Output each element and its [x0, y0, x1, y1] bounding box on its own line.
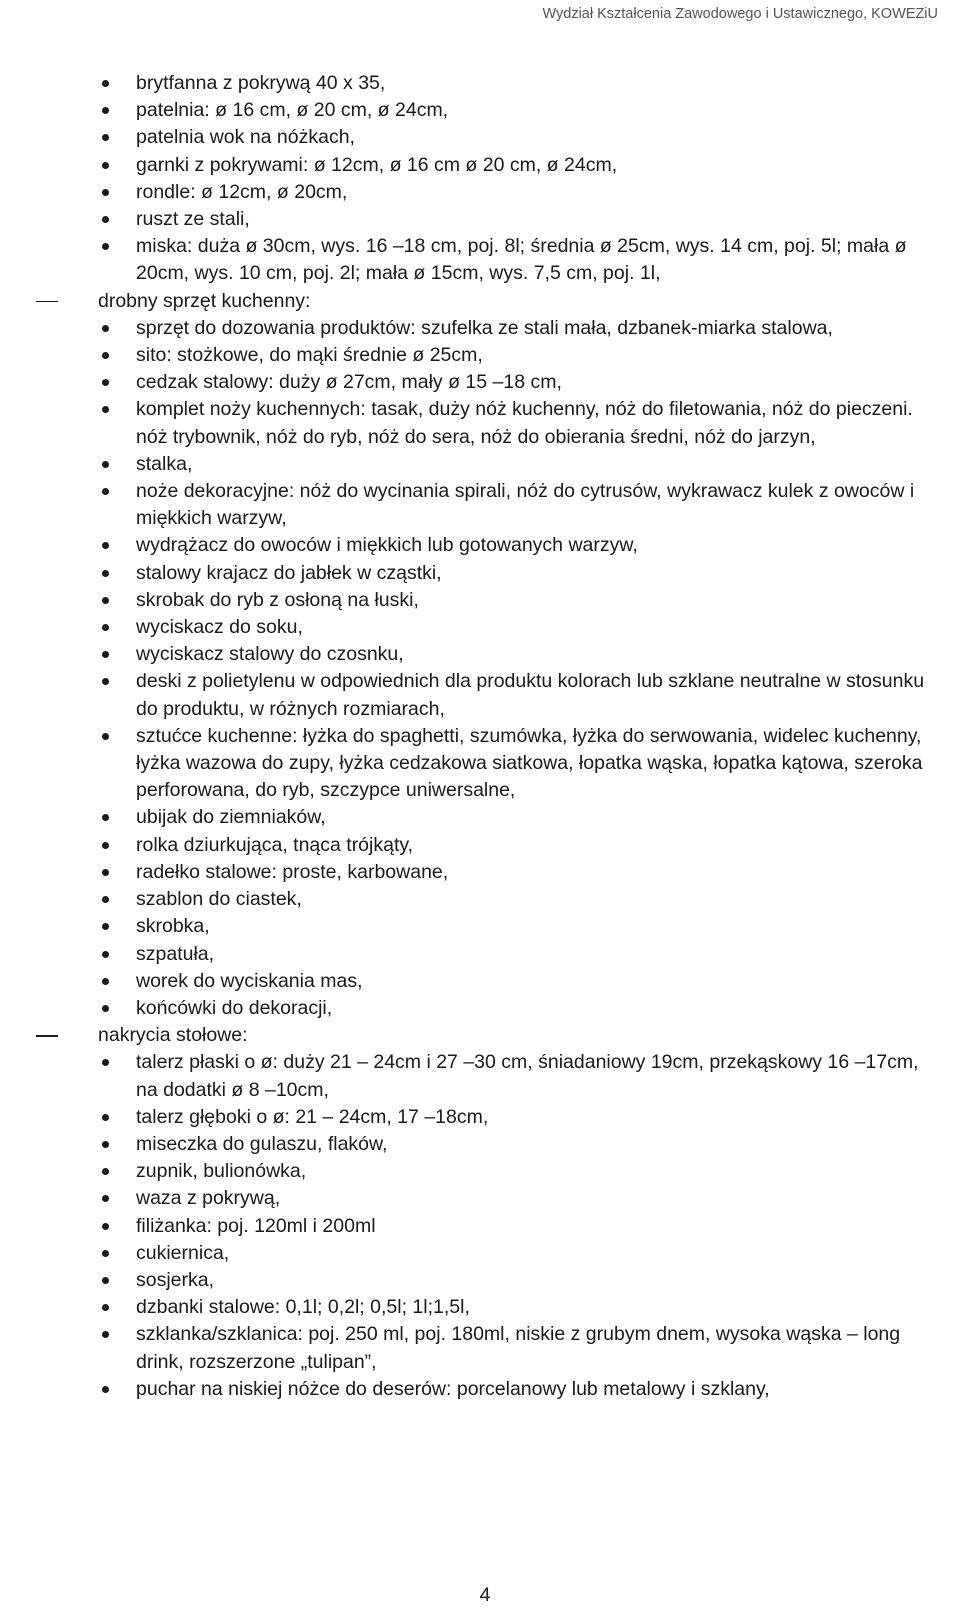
bullet-icon — [102, 842, 109, 849]
list-item-text: sztućce kuchenne: łyżka do spaghetti, szumówka, łyżka do serwowania, widelec kuchenny, łyżka wazowa do zupy, łyżka cedzakowa siatkowa, łopatka wąska, łopatka kątowa, szeroka perforowana, do ryb, szczypce uniwersalne, — [136, 724, 923, 802]
list-item — [0, 832, 960, 859]
bullet-icon — [102, 896, 109, 903]
section-heading — [0, 1022, 960, 1049]
list-item — [0, 995, 960, 1022]
bullet-icon — [102, 733, 109, 740]
list-item-text: cukiernica, — [136, 1241, 230, 1264]
list-item-text: sprzęt do dozowania produktów: szufelka ze stali mała, dzbanek-miarka stalowa, — [136, 316, 833, 339]
list-item-text: brytfanna z pokrywą 40 x 35, — [136, 72, 386, 94]
list-item-text: zupnik, bulionówka, — [136, 1160, 307, 1183]
list-item — [0, 723, 960, 805]
list-item-text: stalowy krajacz do jabłek w cząstki, — [136, 561, 442, 584]
list-item — [0, 70, 960, 97]
list-item-text: szablon do ciastek, — [136, 888, 302, 911]
bullet-icon — [102, 923, 109, 930]
bullet-icon — [102, 1168, 109, 1175]
list-item — [0, 532, 960, 559]
bullet-icon — [102, 488, 109, 495]
list-item-text: rondle: ø 12cm, ø 20cm, — [136, 180, 348, 203]
bullet-icon — [102, 189, 109, 196]
list-item — [0, 1376, 960, 1403]
list-item — [0, 1131, 960, 1158]
list-item — [0, 1321, 960, 1375]
list-item-text: talerz głęboki o ø: 21 – 24cm, 17 –18cm, — [136, 1105, 489, 1128]
list-item — [0, 1294, 960, 1321]
list-item-text: miska: duża ø 30cm, wys. 16 –18 cm, poj. 8l; średnia ø 25cm, wys. 14 cm, poj. 5l; mała ø 20cm, wys. 10 cm, poj. 2l; mała ø 15cm, wys. 7,5 cm, poj. 1l, — [136, 235, 907, 285]
bullet-icon — [102, 814, 109, 821]
list-item — [0, 641, 960, 668]
list-item-text: wydrążacz do owoców i miękkich lub gotowanych warzyw, — [136, 534, 638, 557]
list-item-text: garnki z pokrywami: ø 12cm, ø 16 cm ø 20 cm, ø 24cm, — [136, 153, 618, 176]
list-item-text: ubijak do ziemniaków, — [136, 806, 326, 829]
list-item-text: cedzak stalowy: duży ø 27cm, mały ø 15 –18 cm, — [136, 371, 562, 394]
list-item — [0, 614, 960, 641]
list-item — [0, 233, 960, 287]
bullet-icon — [102, 216, 109, 223]
list-item-text: deski z polietylenu w odpowiednich dla produktu kolorach lub szklane neutralne w stosunku do produktu, w różnych rozmiarach, — [136, 670, 925, 720]
list-item-text: skrobak do ryb z osłoną na łuski, — [136, 588, 419, 611]
bullet-icon — [102, 80, 109, 87]
list-item — [0, 886, 960, 913]
list-item-text: wyciskacz stalowy do czosnku, — [136, 643, 404, 666]
list-item — [0, 342, 960, 369]
bullet-icon — [102, 134, 109, 141]
list-item-text: patelnia wok na nóżkach, — [136, 126, 355, 149]
list-item — [0, 1049, 960, 1103]
list-item — [0, 941, 960, 968]
bullet-icon — [102, 1005, 109, 1012]
list-item-text: skrobka, — [136, 915, 210, 938]
list-item — [0, 1158, 960, 1185]
bullet-icon — [102, 624, 109, 631]
page-header: Wydział Kształcenia Zawodowego i Ustawicznego, KOWEZiU — [542, 6, 938, 22]
list-item — [0, 913, 960, 940]
bullet-icon — [102, 651, 109, 658]
dash-marker — [36, 301, 58, 302]
list-item-text: komplet noży kuchennych: tasak, duży nóż kuchenny, nóż do filetowania, nóż do pieczeni. nóż trybownik, nóż do ryb, nóż do sera, nóż do obierania średni, nóż do jarzyn, — [136, 398, 913, 448]
bullet-icon — [102, 869, 109, 876]
bullet-icon — [102, 1277, 109, 1284]
bullet-icon — [102, 1250, 109, 1257]
bullet-icon — [102, 1386, 109, 1393]
list-item-text: nakrycia stołowe: — [98, 1024, 248, 1047]
bullet-icon — [102, 352, 109, 359]
bullet-icon — [102, 107, 109, 114]
bullet-icon — [102, 597, 109, 604]
list-item-text: noże dekoracyjne: nóż do wycinania spirali, nóż do cytrusów, wykrawacz kulek z owoców i miękkich warzyw, — [136, 480, 915, 530]
bullet-icon — [102, 1331, 109, 1338]
bullet-icon — [102, 325, 109, 332]
bullet-icon — [102, 1223, 109, 1230]
list-item — [0, 206, 960, 233]
bullet-icon — [102, 1114, 109, 1121]
list-item-text: rolka dziurkująca, tnąca trójkąty, — [136, 833, 414, 856]
bullet-icon — [102, 978, 109, 985]
bullet-icon — [102, 243, 109, 250]
list-item-text: końcówki do dekoracji, — [136, 996, 333, 1019]
list-item-text: waza z pokrywą, — [136, 1187, 281, 1210]
bullet-icon — [102, 951, 109, 958]
list-item — [0, 478, 960, 532]
list-item — [0, 859, 960, 886]
bullet-icon — [102, 1141, 109, 1148]
section-heading — [0, 288, 960, 315]
list-item — [0, 451, 960, 478]
bullet-icon — [102, 406, 109, 413]
dash-marker — [36, 1035, 58, 1036]
bullet-icon — [102, 570, 109, 577]
list-item-text: szklanka/szklanica: poj. 250 ml, poj. 180ml, niskie z grubym dnem, wysoka wąska – long drink, rozszerzone „tulipan”, — [136, 1323, 901, 1373]
list-item-text: patelnia: ø 16 cm, ø 20 cm, ø 24cm, — [136, 99, 449, 122]
bullet-icon — [102, 379, 109, 386]
list-item — [0, 1185, 960, 1212]
equipment-list — [0, 70, 960, 1403]
list-item — [0, 124, 960, 151]
list-item-text: szpatuła, — [136, 942, 215, 965]
list-item-text: ruszt ze stali, — [136, 208, 250, 231]
list-item — [0, 804, 960, 831]
list-item — [0, 396, 960, 450]
list-item — [0, 1104, 960, 1131]
list-item — [0, 315, 960, 342]
bullet-icon — [102, 1059, 109, 1066]
list-item — [0, 1213, 960, 1240]
bullet-icon — [102, 678, 109, 685]
list-item — [0, 668, 960, 722]
bullet-icon — [102, 542, 109, 549]
bullet-icon — [102, 162, 109, 169]
list-item — [0, 560, 960, 587]
bullet-icon — [102, 461, 109, 468]
list-item — [0, 97, 960, 124]
list-item-text: wyciskacz do soku, — [136, 616, 303, 639]
list-item-text: radełko stalowe: proste, karbowane, — [136, 860, 449, 883]
bullet-icon — [102, 1304, 109, 1311]
list-item-text: sosjerka, — [136, 1268, 215, 1291]
list-item — [0, 1240, 960, 1267]
list-item-text: filiżanka: poj. 120ml i 200ml — [136, 1214, 376, 1237]
list-item-text: puchar na niskiej nóżce do deserów: porcelanowy lub metalowy i szklany, — [136, 1377, 770, 1400]
list-item — [0, 152, 960, 179]
list-item-text: talerz płaski o ø: duży 21 – 24cm i 27 –30 cm, śniadaniowy 19cm, przekąskowy 16 –17cm, na dodatki ø 8 –10cm, — [136, 1051, 919, 1101]
list-item — [0, 179, 960, 206]
list-item — [0, 968, 960, 995]
list-item-text: stalka, — [136, 452, 193, 475]
list-item — [0, 369, 960, 396]
page-number: 4 — [479, 1584, 491, 1606]
list-item-text: dzbanki stalowe: 0,1l; 0,2l; 0,5l; 1l;1,5l, — [136, 1296, 470, 1319]
list-item — [0, 587, 960, 614]
list-item-text: miseczka do gulaszu, flaków, — [136, 1132, 388, 1155]
list-item-text: sito: stożkowe, do mąki średnie ø 25cm, — [136, 344, 483, 367]
list-item — [0, 1267, 960, 1294]
list-item-text: drobny sprzęt kuchenny: — [98, 289, 311, 312]
bullet-icon — [102, 1195, 109, 1202]
list-item-text: worek do wyciskania mas, — [136, 969, 363, 992]
